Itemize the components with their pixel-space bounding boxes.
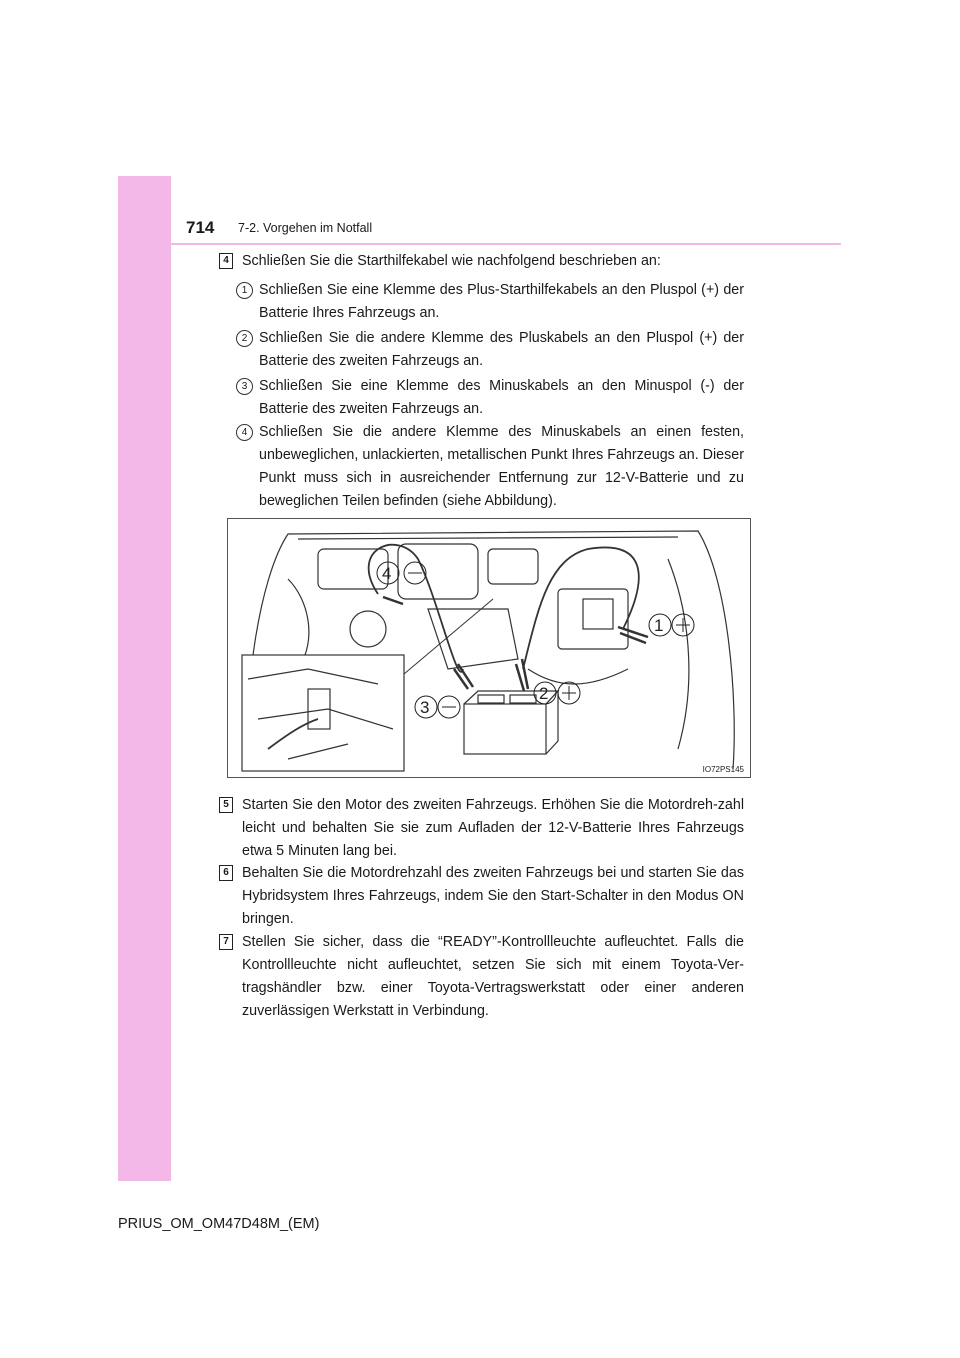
substep-text: Schließen Sie eine Klemme des Plus-Starthilfekabels an den Pluspol (+) der Batterie Ihres Fahrzeugs an.: [259, 282, 744, 321]
step-4: [219, 250, 744, 273]
label-3: 3: [420, 698, 430, 717]
substep-3: [219, 375, 744, 421]
step-text: Stellen Sie sicher, dass die “READY”-Kontrollleuchte aufleuchtet. Falls die Kontrollleuchte nicht aufleuchtet, setzen Sie sich mit einem Toyota-Ver-tragshändler bzw. einer Toyota-Vertragswerkstatt oder einer anderen zuverlässigen Werkstatt in Verbindung.: [242, 934, 744, 1019]
section-title: 7-2. Vorgehen im Notfall: [238, 221, 373, 235]
step-number-box: 7: [219, 934, 233, 950]
substep-number: 3: [236, 378, 253, 395]
page-number: 714: [186, 218, 215, 237]
step-number-box: 6: [219, 865, 233, 881]
step-6: [219, 862, 744, 931]
step-text: Behalten Sie die Motordrehzahl des zweiten Fahrzeugs bei und starten Sie das Hybridsystem Ihres Fahrzeugs, indem Sie den Start-Schalter in den Modus ON bringen.: [242, 865, 744, 927]
substep-1: [219, 279, 744, 325]
label-4: 4: [382, 564, 392, 583]
label-1: 1: [654, 616, 664, 635]
step-text: Starten Sie den Motor des zweiten Fahrzeugs. Erhöhen Sie die Motordreh-zahl leicht und behalten Sie sie zum Aufladen der 12-V-Batterie Ihres Fahrzeugs etwa 5 Minuten lang bei.: [242, 797, 744, 859]
figure-code: IO72PS145: [702, 765, 744, 774]
step-5: [219, 794, 744, 863]
step-number-box: 5: [219, 797, 233, 813]
substep-number: 2: [236, 330, 253, 347]
header-divider: [171, 243, 841, 245]
substep-2: [219, 327, 744, 373]
substep-text: Schließen Sie eine Klemme des Minuskabels an den Minuspol (-) der Batterie des zweiten Fahrzeugs an.: [259, 378, 744, 417]
jump-start-illustration: [227, 518, 751, 778]
substep-number: 4: [236, 424, 253, 441]
step-text: Schließen Sie die Starthilfekabel wie nachfolgend beschrieben an:: [242, 253, 661, 269]
chapter-sidebar-tab: [118, 176, 171, 1181]
substep-text: Schließen Sie die andere Klemme des Pluskabels an den Pluspol (+) der Batterie des zweiten Fahrzeugs an.: [259, 330, 744, 369]
document-footer: PRIUS_OM_OM47D48M_(EM): [118, 1216, 320, 1232]
step-number-box: 4: [219, 253, 233, 269]
substep-4: [219, 421, 744, 513]
step-7: [219, 931, 744, 1023]
substep-text: Schließen Sie die andere Klemme des Minuskabels an einen festen, unbeweglichen, unlackierten, metallischen Punkt Ihres Fahrzeugs an. Dieser Punkt muss sich in ausreichender Entfernung zur 12-V-Batterie und zu beweglichen Teilen befinden (siehe Abbildung).: [259, 424, 744, 509]
label-2: 2: [539, 684, 549, 703]
substep-number: 1: [236, 282, 253, 299]
